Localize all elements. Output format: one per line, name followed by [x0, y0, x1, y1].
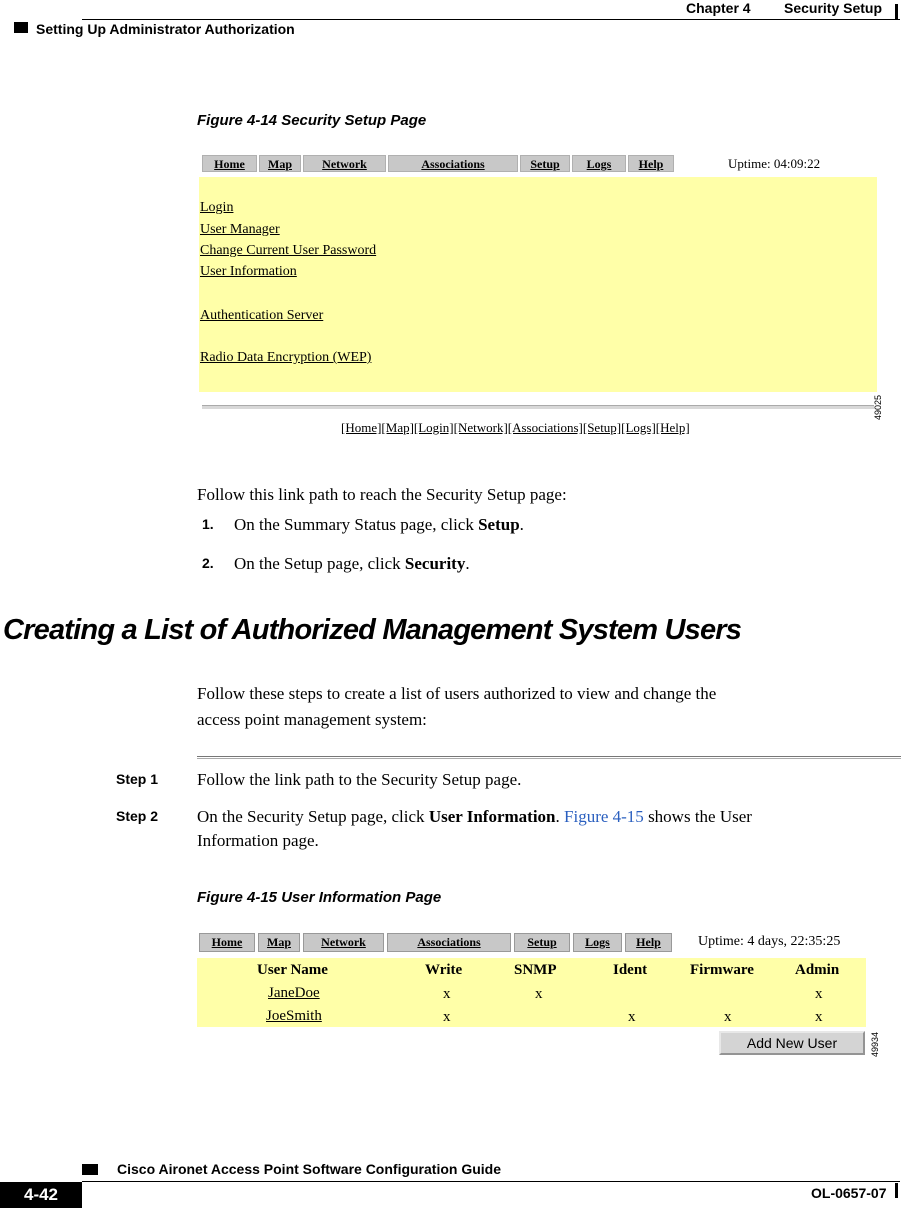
footer-marker — [82, 1164, 98, 1175]
figure-15-caption: Figure 4-15 User Information Page — [197, 889, 442, 906]
fig14-uptime: Uptime: 04:09:22 — [728, 156, 821, 171]
row-2-admin: x — [815, 1009, 823, 1025]
fig14-separator — [202, 405, 874, 409]
row-1-write: x — [443, 986, 451, 1002]
fig14-nav-map[interactable]: Map — [259, 155, 301, 172]
fig15-nav-map[interactable]: Map — [258, 933, 300, 952]
row-2-name[interactable]: JoeSmith — [266, 1008, 322, 1024]
fig15-nav-network[interactable]: Network — [303, 933, 384, 952]
row-1-admin: x — [815, 986, 823, 1002]
intro-step-2-bold: Security — [404, 554, 466, 573]
col-snmp: SNMP — [514, 962, 557, 978]
footer-tick — [895, 1183, 898, 1198]
fig14-link-user-manager[interactable]: User Manager — [200, 222, 280, 237]
col-user-name: User Name — [257, 962, 328, 978]
intro-step-2-end: . — [465, 554, 470, 573]
fig14-link-login[interactable]: Login — [200, 200, 234, 215]
fig15-nav-help[interactable]: Help — [625, 933, 672, 952]
fig14-nav-associations[interactable]: Associations — [388, 155, 518, 172]
intro-text: Follow this link path to reach the Security Setup page: — [197, 485, 567, 504]
fig14-link-user-information[interactable]: User Information — [200, 264, 297, 279]
page-number: 4-42 — [0, 1182, 82, 1208]
step-2-text-start: On the Security Setup page, click — [197, 807, 429, 826]
fig14-nav-logs[interactable]: Logs — [572, 155, 626, 172]
fig15-nav-home[interactable]: Home — [199, 933, 255, 952]
step-2-text-mid: . — [555, 807, 565, 826]
row-1-snmp: x — [535, 986, 543, 1002]
step-2-bold: User Information — [428, 807, 556, 826]
intro-step-1-text: On the Summary Status page, click — [234, 515, 479, 534]
fig14-figure-id: 49025 — [873, 394, 883, 420]
step-table-rule — [197, 756, 901, 759]
intro-step-1-end: . — [519, 515, 524, 534]
col-admin: Admin — [795, 962, 840, 978]
step-2-text — [197, 806, 752, 828]
row-2-ident: x — [628, 1009, 636, 1025]
header-tick — [895, 4, 898, 19]
fig15-nav-logs[interactable]: Logs — [573, 933, 622, 952]
footer-guide-title: Cisco Aironet Access Point Software Configuration Guide — [117, 1161, 502, 1177]
header-chapter: Chapter 4 — [686, 0, 751, 16]
fig14-link-change-password[interactable]: Change Current User Password — [200, 243, 377, 258]
fig15-nav-setup[interactable]: Setup — [514, 933, 570, 952]
step-2-line-2: Information page. — [197, 831, 319, 850]
figure-14-caption: Figure 4-14 Security Setup Page — [197, 112, 427, 129]
step-1-label: Step 1 — [116, 771, 159, 787]
col-firmware: Firmware — [690, 962, 754, 978]
add-new-user-button[interactable]: Add New User — [719, 1031, 865, 1055]
fig14-footer-nav[interactable]: [Home][Map][Login][Network][Associations][Setup][Logs][Help] — [341, 420, 690, 435]
row-1-name[interactable]: JaneDoe — [268, 985, 320, 1001]
col-write: Write — [425, 962, 463, 978]
fig14-nav-home[interactable]: Home — [202, 155, 257, 172]
section-intro-line-2: access point management system: — [197, 710, 427, 729]
footer-rule — [82, 1181, 900, 1182]
step-1-text: Follow the link path to the Security Setup page. — [197, 770, 522, 789]
section-intro-line-1: Follow these steps to create a list of users authorized to view and change the — [197, 684, 717, 703]
fig15-figure-id: 49934 — [870, 1031, 880, 1057]
step-2-text-end: shows the User — [643, 807, 752, 826]
footer-doc-id: OL-0657-07 — [811, 1185, 887, 1201]
row-2-firmware: x — [724, 1009, 732, 1025]
intro-step-2-number: 2. — [202, 555, 214, 571]
intro-step-1 — [234, 514, 524, 536]
step-2-label: Step 2 — [116, 808, 159, 824]
figure-4-15-link[interactable]: Figure 4-15 — [564, 807, 644, 826]
fig14-nav-setup[interactable]: Setup — [520, 155, 570, 172]
header-chapter-title: Security Setup — [784, 0, 883, 16]
fig15-nav-associations[interactable]: Associations — [387, 933, 511, 952]
header-rule — [82, 19, 900, 20]
fig14-link-authentication-server[interactable]: Authentication Server — [200, 308, 324, 323]
intro-step-1-number: 1. — [202, 516, 214, 532]
section-heading: Creating a List of Authorized Management System Users — [3, 614, 742, 646]
fig14-link-wep[interactable]: Radio Data Encryption (WEP) — [200, 350, 372, 365]
fig14-nav-help[interactable]: Help — [628, 155, 674, 172]
col-ident: Ident — [613, 962, 648, 978]
fig15-uptime: Uptime: 4 days, 22:35:25 — [698, 934, 841, 949]
intro-step-1-bold: Setup — [478, 515, 520, 534]
fig14-nav-network[interactable]: Network — [303, 155, 386, 172]
header-marker — [14, 22, 28, 33]
intro-step-2 — [234, 553, 470, 575]
intro-step-2-text: On the Setup page, click — [234, 554, 405, 573]
row-2-write: x — [443, 1009, 451, 1025]
header-section: Setting Up Administrator Authorization — [36, 21, 295, 37]
